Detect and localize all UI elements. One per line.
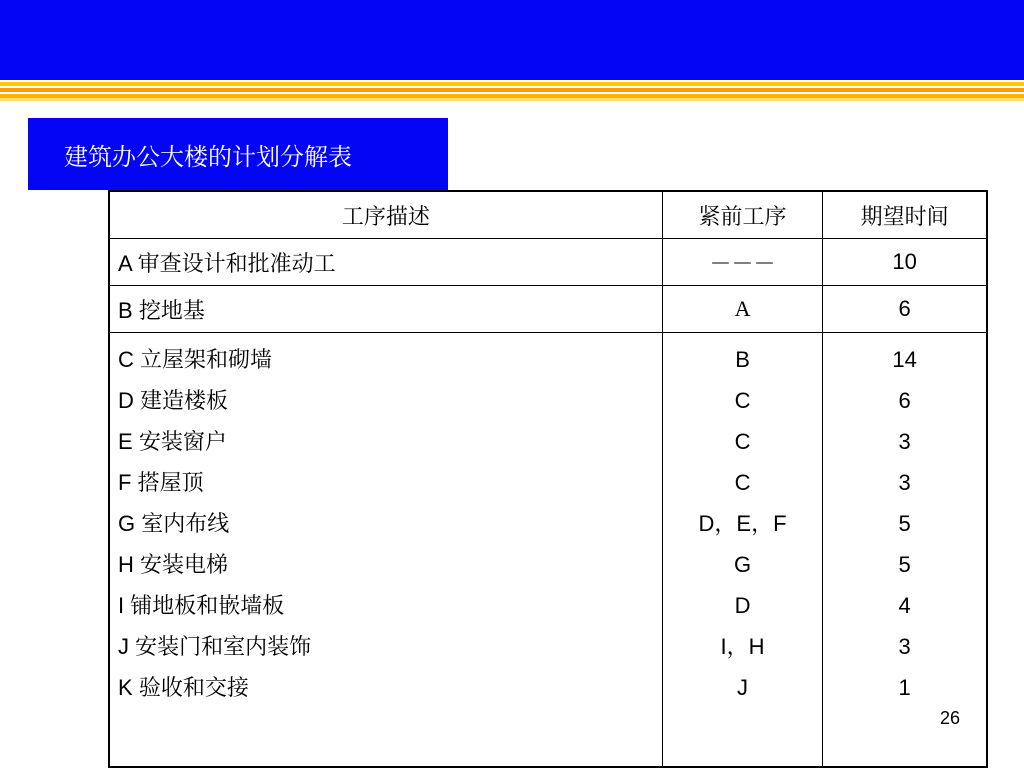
list-item: G (733, 552, 752, 577)
task-description-list (109, 333, 662, 768)
table-row (109, 239, 987, 286)
list-item: 4 (898, 593, 911, 618)
task-name: 室内布线 (141, 512, 230, 537)
task-code: A (118, 250, 132, 276)
list-item (118, 503, 654, 544)
list-item (118, 544, 654, 585)
task-code: C (118, 347, 134, 372)
list-item: C (734, 388, 751, 413)
table-header-row (109, 191, 987, 239)
task-code: E (118, 429, 133, 454)
expected-time-cell: 10 (823, 239, 987, 286)
list-item: 6 (898, 388, 911, 413)
list-item: 5 (898, 511, 911, 536)
list-item (118, 667, 654, 708)
plan-breakdown-table (108, 190, 988, 768)
list-item (118, 339, 654, 380)
task-code: F (118, 470, 132, 495)
list-item: C (734, 429, 751, 454)
slide-title-box (28, 118, 448, 190)
header-predecessor: 紧前工序 (662, 191, 823, 239)
list-item: I，H (720, 634, 765, 659)
task-name: 搭屋顶 (137, 471, 204, 496)
task-name: 建造楼板 (140, 389, 229, 414)
task-code: B (118, 297, 133, 323)
task-name: 安装窗户 (138, 430, 227, 455)
slide-title: 建筑办公大楼的计划分解表 (64, 142, 352, 171)
task-code: J (118, 634, 129, 659)
list-item: 3 (898, 470, 911, 495)
task-name: 审查设计和批准动工 (137, 251, 336, 277)
page-number: 26 (940, 708, 961, 728)
list-item: 5 (898, 552, 911, 577)
top-banner (0, 0, 1024, 80)
table-row (109, 286, 987, 333)
list-item: 14 (892, 347, 917, 372)
task-description-cell (109, 286, 662, 333)
predecessor-list (662, 333, 823, 768)
task-code: I (118, 593, 125, 618)
list-item (118, 421, 654, 462)
list-item: B (735, 347, 750, 372)
list-item (118, 462, 654, 503)
task-code: K (118, 675, 133, 700)
task-name: 验收和交接 (138, 676, 249, 701)
accent-stripes (0, 80, 1024, 104)
task-name: 安装电梯 (140, 553, 229, 578)
list-item: D，E，F (698, 511, 787, 536)
expected-time-cell: 6 (823, 286, 987, 333)
list-item (118, 380, 654, 421)
task-code: G (118, 511, 136, 536)
task-name: 铺地板和嵌墙板 (130, 594, 285, 619)
predecessor-cell: A (662, 286, 823, 333)
list-item: 3 (898, 634, 911, 659)
header-expected-time: 期望时间 (823, 191, 987, 239)
list-item: 3 (898, 429, 911, 454)
expected-time-list (823, 333, 987, 768)
list-item: 1 (898, 675, 911, 700)
list-item: J (737, 675, 749, 700)
list-item (118, 585, 654, 626)
header-task-description: 工序描述 (109, 191, 662, 239)
list-item: D (734, 593, 751, 618)
predecessor-cell: －－－ (662, 239, 823, 286)
list-item (118, 626, 654, 667)
task-code: D (118, 388, 134, 413)
task-name: 安装门和室内装饰 (135, 635, 312, 660)
task-code: H (118, 552, 134, 577)
table-row-group (109, 333, 987, 768)
task-description-cell (109, 239, 662, 286)
task-name: 挖地基 (138, 298, 205, 324)
list-item: C (734, 470, 751, 495)
task-name: 立屋架和砌墙 (140, 348, 273, 373)
